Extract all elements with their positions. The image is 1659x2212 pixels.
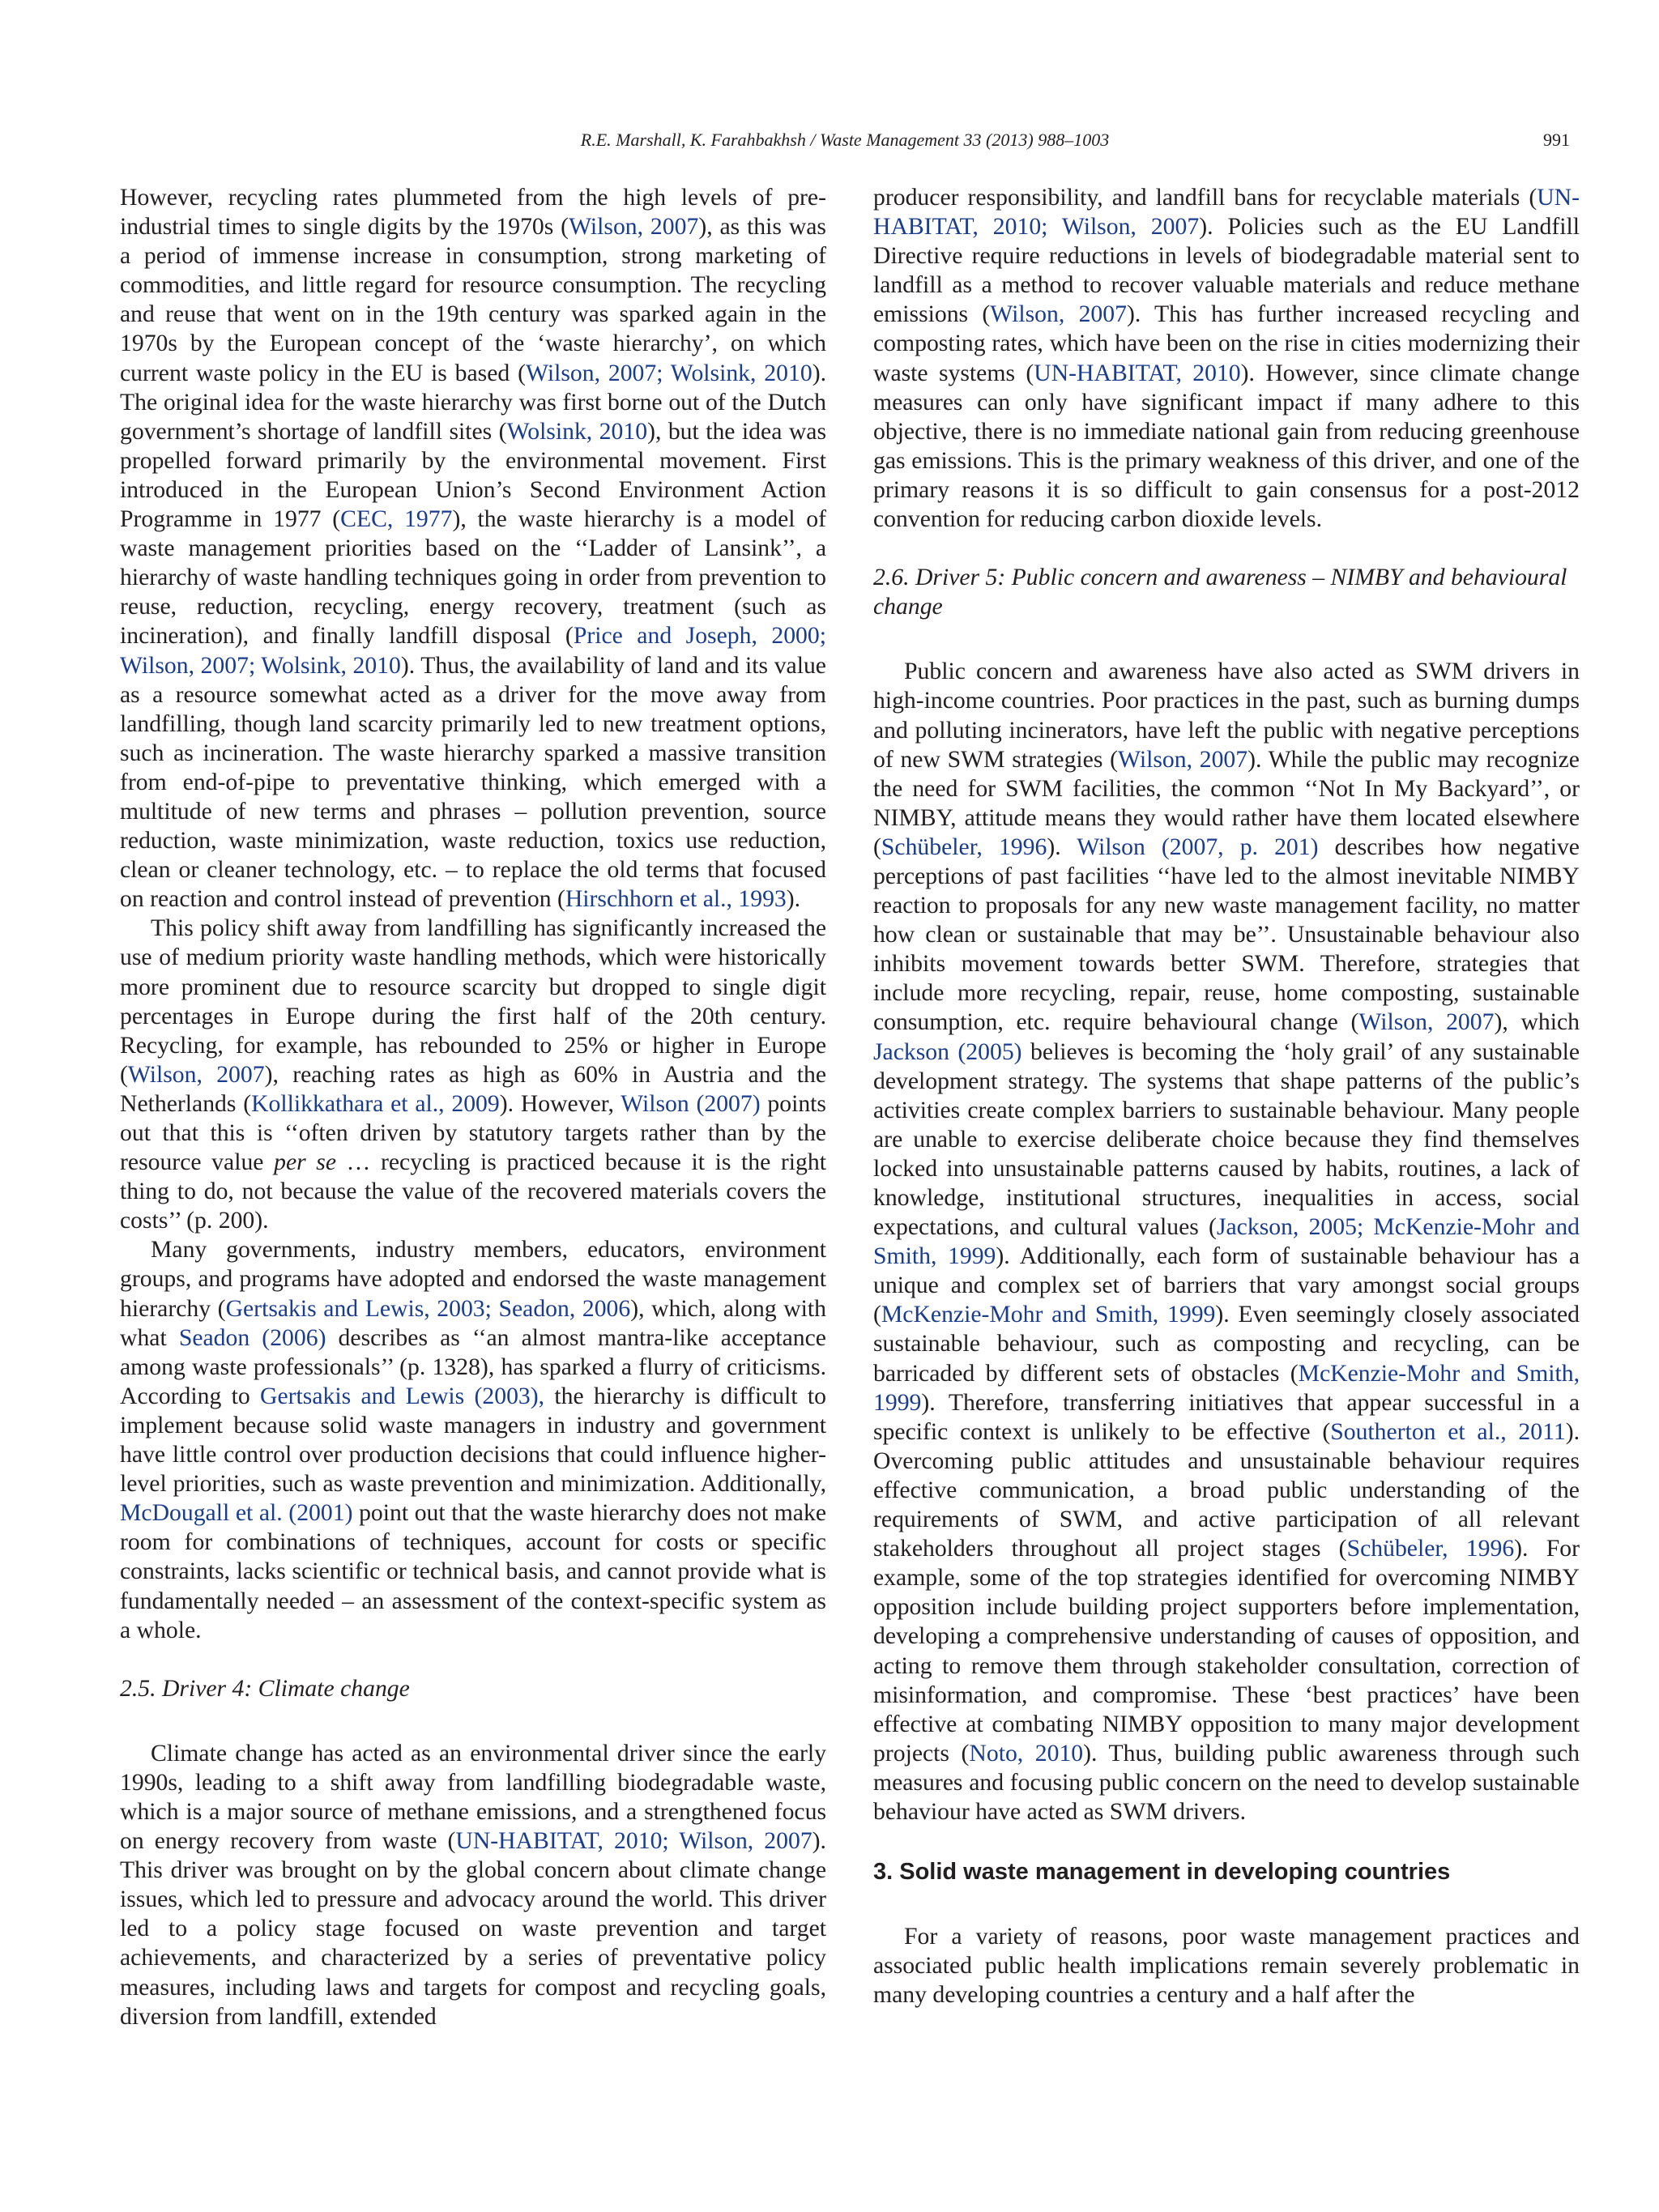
citation-link[interactable]: Wilson, 2007; Wolsink, 2010 [526, 360, 812, 386]
text-run: describes how negative perceptions of past facilities ‘‘have led to the almost inevitable NIMBY reaction to proposals for any new waste management facility, no matter how clean or sustainable that may be’’. Unsustainable behaviour also inhibits movement towards better SWM. Therefore, strategies that include more recycling, repair, reuse, home composting, sustainable consumption, etc. require behavioural change ( [873, 833, 1580, 1036]
text-run: ). Thus, building public awareness through such measures and focusing public concern on the need to develop sustainable behaviour have acted as SWM drivers. [873, 1740, 1580, 1825]
text-run: describes as ‘‘an almost mantra-like acceptance among waste professionals’’ (p. 1328), has sparked a flurry of criticisms. According to [120, 1324, 826, 1409]
text-run: ). The original idea for the waste hierarchy was first borne out of the Dutch government’s shortage of landfill sites ( [120, 360, 826, 445]
running-head [120, 130, 1570, 162]
citation-link[interactable]: Schübeler, 1996 [881, 833, 1047, 860]
citation-link[interactable]: Wilson, 2007 [1358, 1009, 1495, 1036]
text-run: ). [786, 886, 801, 913]
left-column [120, 183, 826, 2031]
text-run: However, recycling rates plummeted from the high levels of pre-industrial times to single digits by the 1970s ( [120, 185, 826, 241]
citation-link[interactable]: Seadon (2006) [178, 1324, 326, 1351]
text-run: ). Additionally, each form of sustainable behaviour has a unique and complex set of barriers that vary amongst social groups ( [873, 1243, 1580, 1328]
text-run: the hierarchy is difficult to implement because solid waste managers in industry and government have little control over production decisions that could influence higher-level priorities, such as waste prevention and minimization. Additionally, [120, 1383, 826, 1498]
text-run: This policy shift away from landfilling has significantly increased the use of medium priority waste handling methods, which were historically more prominent due to resource scarcity but dropped to single digit percentages in Europe during the first half of the 20th century. Recycling, for example, has rebounded to 25% or higher in Europe ( [120, 915, 826, 1088]
text-run: ). This driver was brought on by the global concern about climate change issues, which led to pressure and advocacy around the world. This driver led to a policy stage focused on waste prevention and target achievements, and characterized by a series of preventative policy measures, including laws and targets for compost and recycling goals, diversion from landfill, extended [120, 1828, 826, 2030]
citation-link[interactable]: Wilson, 2007 [990, 301, 1127, 328]
text-run: producer responsibility, and landfill bans for recyclable materials ( [873, 185, 1537, 211]
citation-link[interactable]: Wilson (2007) [621, 1090, 761, 1117]
paragraph [120, 183, 826, 914]
text-run: … recycling is practiced because it is the right thing to do, not because the value of the recovered materials covers the costs’’ (p. 200). [120, 1149, 826, 1234]
citation-link[interactable]: Gertsakis and Lewis (2003), [260, 1383, 545, 1409]
text-run: ). However, since climate change measures can only have significant impact if many adhere to this objective, there is no immediate national gain from reducing greenhouse gas emissions. This is the primary weakness of this driver, and one of the primary reasons it is so difficult to gain consensus for a post-2012 convention for reducing carbon dioxide levels. [873, 360, 1580, 533]
paragraph [120, 1235, 826, 1644]
citation-link[interactable]: Gertsakis and Lewis, 2003; Seadon, 2006 [225, 1295, 631, 1322]
text-run: ), reaching rates as high as 60% in Austria and the Netherlands ( [120, 1061, 827, 1117]
text-run: ), as this was a period of immense increase in consumption, strong marketing of commodities, and little regard for resource consumption. The recycling and reuse that went on in the 19th century was sparked again in the 1970s by the European concept of the ‘waste hierarchy’, on which current waste policy in the EU is based ( [120, 214, 826, 386]
text-run: ), which, along with what [120, 1295, 827, 1351]
page-number: 991 [1543, 130, 1570, 150]
text-run: ), which [1494, 1009, 1580, 1036]
citation-link[interactable]: McKenzie-Mohr and Smith, 1999 [881, 1302, 1216, 1328]
citation-link[interactable]: UN-HABITAT, 2010; Wilson, 2007 [873, 185, 1580, 241]
text-run: ). This has further increased recycling and composting rates, which have been on the rise in cities modernizing their waste systems ( [873, 301, 1580, 386]
paragraph [120, 914, 826, 1235]
text-run: ). However, [499, 1090, 621, 1117]
running-head-title: R.E. Marshall, K. Farahbakhsh / Waste Management 33 (2013) 988–1003 [580, 130, 1110, 150]
text-run: Climate change has acted as an environmental driver since the early 1990s, leading to a shift away from landfilling biodegradable waste, which is a major source of methane emissions, and a strengthened focus on energy recovery from waste ( [120, 1740, 826, 1855]
text-run: For a variety of reasons, poor waste management practices and associated public health implications remain severely problematic in many developing countries a century and a half after the [873, 1924, 1580, 2009]
emphasis-text: per se [274, 1149, 337, 1176]
text-run: ). For example, some of the top strategies identified for overcoming NIMBY opposition include building project supporters before implementation, developing a comprehensive understanding of causes of opposition, and acting to remove them through stakeholder consultation, correction of misinformation, and compromise. These ‘best practices’ have been effective at combating NIMBY opposition to many major development projects ( [873, 1536, 1580, 1767]
citation-link[interactable]: Price and Joseph, 2000; Wilson, 2007; Wolsink, 2010 [120, 623, 826, 679]
citation-link[interactable]: CEC, 1977 [340, 506, 453, 533]
text-run: ). While the public may recognize the need for SWM facilities, the common ‘‘Not In My Backyard’’, or NIMBY, attitude means they would rather have them located elsewhere ( [873, 746, 1580, 860]
subsection-heading: 2.5. Driver 4: Climate change [120, 1675, 410, 1702]
citation-link[interactable]: Jackson, 2005; McKenzie-Mohr and Smith, 1999 [873, 1214, 1580, 1270]
citation-link[interactable]: Jackson (2005) [873, 1038, 1022, 1065]
citation-link[interactable]: Wilson, 2007 [569, 214, 699, 241]
paragraph [873, 183, 1580, 534]
section-heading: 3. Solid waste management in developing countries [873, 1859, 1451, 1886]
text-run: ). [1047, 833, 1077, 860]
text-run: ). Thus, the availability of land and its value as a resource somewhat acted as a driver for the move away from landfilling, though land scarcity primarily led to new treatment options, such as incineration. The waste hierarchy sparked a massive transition from end-of-pipe to preventative thinking, which emerged with a multitude of new terms and phrases – pollution prevention, source reduction, waste minimization, waste reduction, toxics use reduction, clean or cleaner technology, etc. – to replace the old terms that focused on reaction and control instead of prevention ( [120, 652, 826, 913]
citation-link[interactable]: McDougall et al. (2001) [120, 1500, 353, 1527]
text-run: ), the waste hierarchy is a model of waste management priorities based on the ‘‘Ladder of Lansink’’, a hierarchy of waste handling techniques going in order from prevention to reuse, reduction, recycling, energy recovery, treatment (such as incineration), and finally landfill disposal ( [120, 506, 826, 650]
subsection-heading: 2.6. Driver 5: Public concern and awareness – NIMBY and behavioural change [873, 565, 1567, 620]
text-run: ). Therefore, transferring initiatives that appear successful in a specific context is unlikely to be effective ( [873, 1389, 1580, 1445]
citation-link[interactable]: UN-HABITAT, 2010; Wilson, 2007 [455, 1828, 812, 1855]
paragraph [120, 1739, 826, 2031]
paragraph [873, 1922, 1580, 2010]
citation-link[interactable]: Wolsink, 2010 [506, 418, 648, 445]
text-run: ). Policies such as the EU Landfill Directive require reductions in levels of biodegradable material sent to landfill as a method to recover valuable materials and reduce methane emissions ( [873, 214, 1580, 328]
text-run: believes is becoming the ‘holy grail’ of any sustainable development strategy. The systems that shape patterns of the public’s activities create complex barriers to sustainable behaviour. Many people are unable to exercise deliberate choice because they find themselves locked into unsustainable patterns caused by habits, routines, a lack of knowledge, institutional structures, inequalities in access, social expectations, and cultural values ( [873, 1038, 1580, 1241]
text-run: points out that this is ‘‘often driven by statutory targets rather than by the resource value [120, 1090, 826, 1176]
text-run: Many governments, industry members, educators, environment groups, and programs have adopted and endorsed the waste management hierarchy ( [120, 1237, 826, 1322]
citation-link[interactable]: Hirschhorn et al., 1993 [565, 886, 787, 913]
citation-link[interactable]: Wilson (2007, p. 201) [1077, 833, 1319, 860]
text-run: Public concern and awareness have also acted as SWM drivers in high-income countries. Poor practices in the past, such as burning dumps and polluting incinerators, have left the public with negative perceptions of new SWM strategies ( [873, 658, 1580, 773]
text-run: ). Even seemingly closely associated sustainable behaviour, such as composting and recycling, can be barricaded by different sets of obstacles ( [873, 1302, 1580, 1387]
citation-link[interactable]: Schübeler, 1996 [1346, 1536, 1515, 1562]
citation-link[interactable]: Kollikkathara et al., 2009 [251, 1090, 500, 1117]
citation-link[interactable]: Wilson, 2007 [127, 1061, 265, 1088]
paragraph [873, 657, 1580, 1826]
citation-link[interactable]: Noto, 2010 [969, 1740, 1084, 1767]
text-run: ), but the idea was propelled forward primarily by the environmental movement. First introduced in the European Union’s Second Environment Action Programme in 1977 ( [120, 418, 826, 533]
citation-link[interactable]: McKenzie-Mohr and Smith, 1999 [873, 1360, 1580, 1416]
citation-link[interactable]: Wilson, 2007 [1118, 746, 1248, 773]
text-run: ). Overcoming public attitudes and unsustainable behaviour requires effective communication, a broad public understanding of the requirements of SWM, and active participation of all relevant stakeholders throughout all project stages ( [873, 1418, 1580, 1562]
citation-link[interactable]: Southerton et al., 2011 [1330, 1418, 1566, 1445]
text-run: point out that the waste hierarchy does not make room for combinations of techniques, account for costs or specific constraints, lacks scientific or technical basis, and cannot provide what is fundamentally needed – an assessment of the context-specific system as a whole. [120, 1500, 826, 1643]
citation-link[interactable]: UN-HABITAT, 2010 [1034, 360, 1241, 386]
right-column [873, 183, 1580, 2010]
